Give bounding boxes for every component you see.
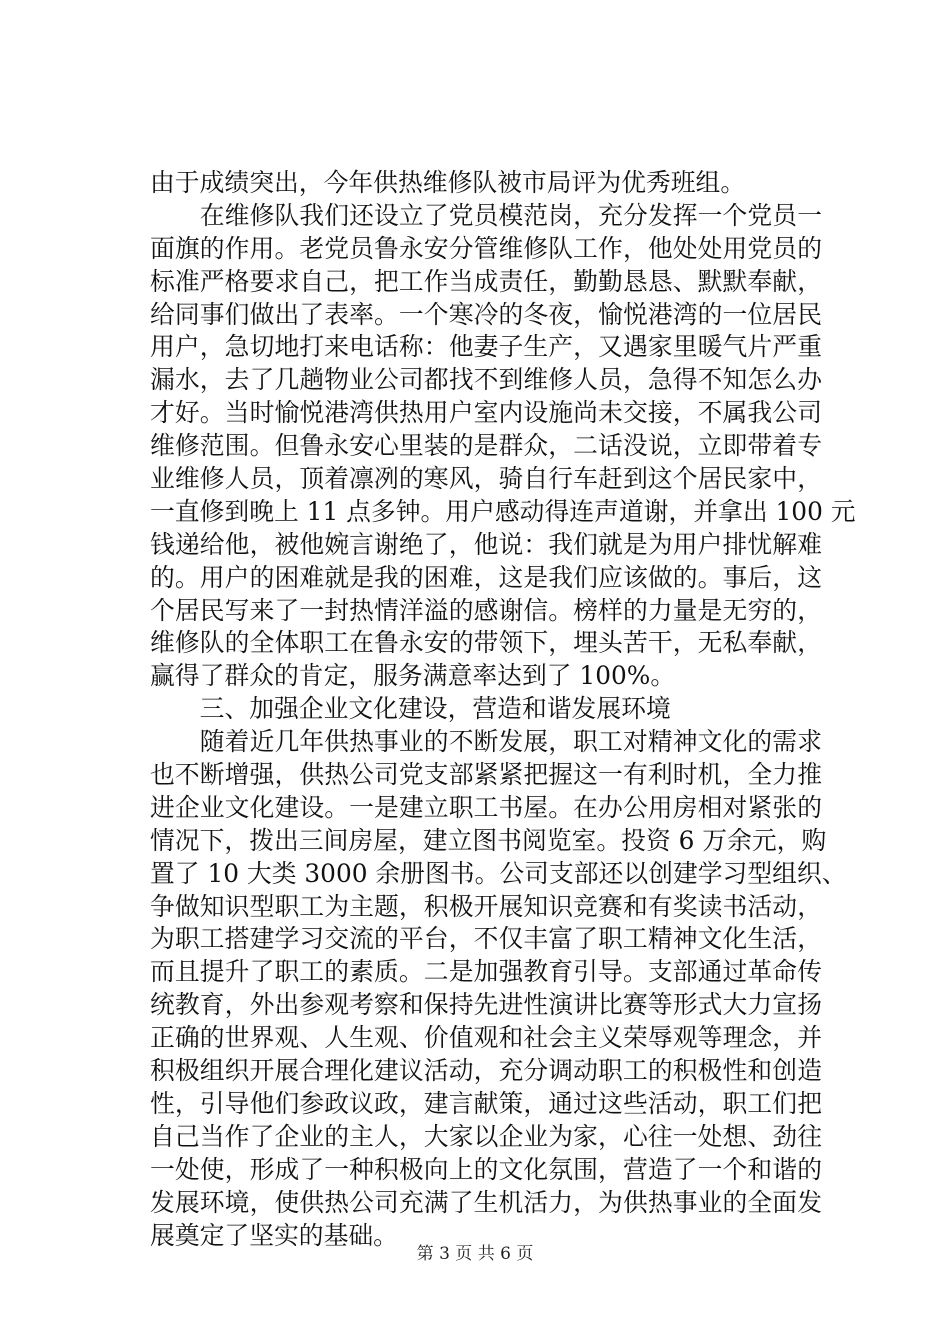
text-line: 情况下，拨出三间房屋，建立图书阅览室。投资 6 万余元，购 xyxy=(150,825,827,855)
text-line: 正确的世界观、人生观、价值观和社会主义荣辱观等理念，并 xyxy=(150,1023,822,1053)
text-line: 业维修人员，顶着凛冽的寒风，骑自行车赶到这个居民家中， xyxy=(150,464,822,494)
text-line: 统教育，外出参观考察和保持先进性演讲比赛等形式大力宣扬 xyxy=(150,990,822,1020)
text-line: 置了 10 大类 3000 余册图书。公司支部还以创建学习型组织、 xyxy=(150,858,847,888)
text-line: 个居民写来了一封热情洋溢的感谢信。榜样的力量是无穷的， xyxy=(150,595,822,625)
text-line: 积极组织开展合理化建议活动，充分调动职工的积极性和创造 xyxy=(150,1056,822,1086)
text-line: 用户，急切地打来电话称：他妻子生产，又遇家里暖气片严重 xyxy=(150,332,822,362)
page-number-footer: 第 3 页 共 6 页 xyxy=(416,1244,534,1264)
text-line: 由于成绩突出，今年供热维修队被市局评为优秀班组。 xyxy=(150,168,746,197)
text-line: 才好。当时愉悦港湾供热用户室内设施尚未交接，不属我公司 xyxy=(150,398,822,428)
text-line: 维修队的全体职工在鲁永安的带领下，埋头苦干，无私奉献， xyxy=(150,628,822,658)
section-heading: 三、加强企业文化建设，营造和谐发展环境 xyxy=(150,694,671,724)
text-line: 面旗的作用。老党员鲁永安分管维修队工作，他处处用党员的 xyxy=(150,233,822,263)
text-line: 争做知识型职工为主题，积极开展知识竞赛和有奖读书活动， xyxy=(150,891,822,921)
text-line: 标准严格要求自己，把工作当成责任，勤勤恳恳、默默奉献， xyxy=(150,266,822,296)
text-line: 也不断增强，供热公司党支部紧紧把握这一有利时机，全力推 xyxy=(150,760,822,790)
text-line: 一处使，形成了一种积极向上的文化氛围，营造了一个和谐的 xyxy=(150,1154,822,1184)
text-line: 维修范围。但鲁永安心里装的是群众，二话没说，立即带着专 xyxy=(150,431,822,461)
text-line: 随着近几年供热事业的不断发展，职工对精神文化的需求 xyxy=(150,727,822,757)
text-line: 为职工搭建学习交流的平台，不仅丰富了职工精神文化生活， xyxy=(150,924,822,954)
text-line: 给同事们做出了表率。一个寒冷的冬夜，愉悦港湾的一位居民 xyxy=(150,299,822,329)
text-line: 性，引导他们参政议政，建言献策，通过这些活动，职工们把 xyxy=(150,1088,822,1118)
text-line: 赢得了群众的肯定，服务满意率达到了 100%。 xyxy=(150,661,676,691)
text-line: 自己当作了企业的主人，大家以企业为家，心往一处想、劲往 xyxy=(150,1121,822,1151)
text-line: 一直修到晚上 11 点多钟。用户感动得连声道谢，并拿出 100 元 xyxy=(150,496,856,526)
text-line: 发展环境，使供热公司充满了生机活力，为供热事业的全面发 xyxy=(150,1187,822,1217)
body-text xyxy=(150,167,856,1252)
text-line: 钱递给他，被他婉言谢绝了，他说：我们就是为用户排忧解难 xyxy=(150,529,822,559)
text-line: 进企业文化建设。一是建立职工书屋。在办公用房相对紧张的 xyxy=(150,792,822,822)
text-line: 而且提升了职工的素质。二是加强教育引导。支部通过革命传 xyxy=(150,957,822,987)
text-line: 展奠定了坚实的基础。 xyxy=(150,1220,398,1250)
text-line: 在维修队我们还设立了党员模范岗，充分发挥一个党员一 xyxy=(150,200,822,230)
text-line: 漏水，去了几趟物业公司都找不到维修人员，急得不知怎么办 xyxy=(150,365,822,395)
text-line: 的。用户的困难就是我的困难，这是我们应该做的。事后，这 xyxy=(150,562,822,592)
